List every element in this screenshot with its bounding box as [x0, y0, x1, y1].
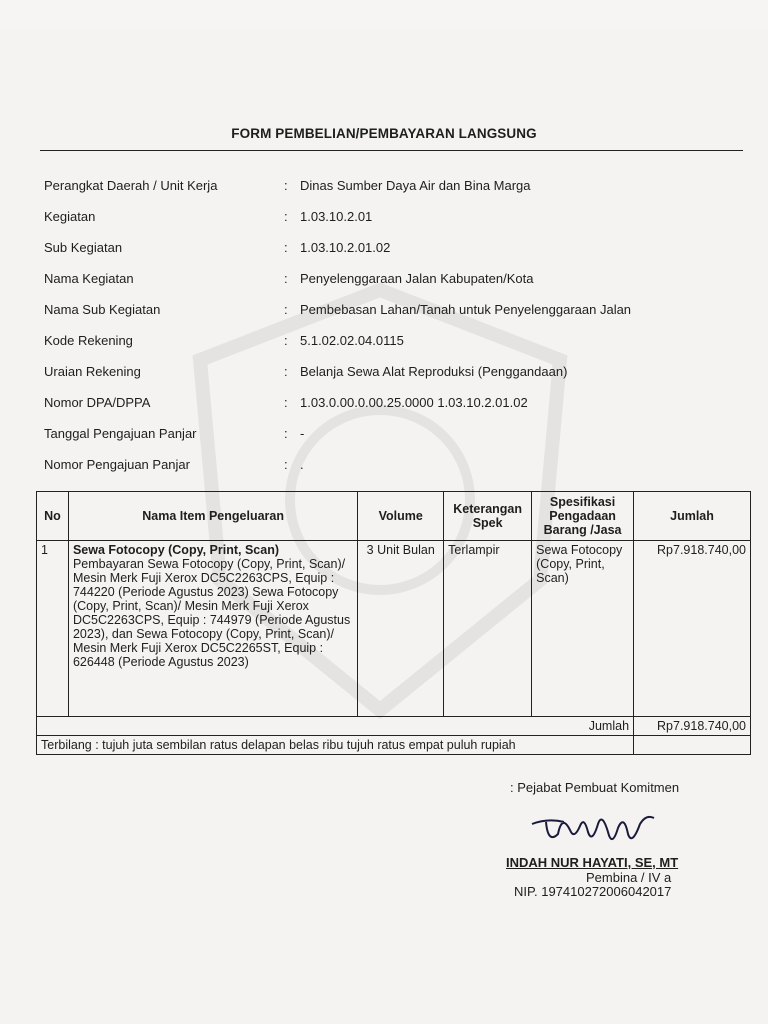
info-row — [44, 387, 744, 418]
terbilang-empty-cell — [634, 736, 751, 755]
total-label: Jumlah — [37, 717, 634, 736]
title-divider — [40, 150, 743, 151]
info-row — [44, 449, 744, 480]
info-value: - — [300, 426, 305, 441]
header-keterangan: Keterangan Spek — [444, 492, 532, 541]
signature-icon — [528, 804, 668, 850]
info-row — [44, 294, 744, 325]
info-value: . — [300, 457, 304, 472]
info-row — [44, 418, 744, 449]
info-label: Uraian Rekening — [44, 364, 141, 379]
info-colon: : — [284, 395, 288, 410]
header-jumlah: Jumlah — [634, 492, 751, 541]
info-colon: : — [284, 302, 288, 317]
info-value: 1.03.0.00.0.00.25.0000 1.03.10.2.01.02 — [300, 395, 528, 410]
info-label: Kode Rekening — [44, 333, 133, 348]
cell-item — [68, 541, 357, 717]
signatory-name: INDAH NUR HAYATI, SE, MT — [506, 855, 679, 870]
info-value: Penyelenggaraan Jalan Kabupaten/Kota — [300, 271, 534, 286]
terbilang-text: Terbilang : tujuh juta sembilan ratus delapan belas ribu tujuh ratus empat puluh rupiah — [37, 736, 634, 755]
info-value: Pembebasan Lahan/Tanah untuk Penyelenggaraan Jalan — [300, 302, 632, 317]
info-list — [44, 170, 744, 480]
info-label: Tanggal Pengajuan Panjar — [44, 426, 197, 441]
item-title: Sewa Fotocopy (Copy, Print, Scan) — [72, 543, 280, 557]
header-volume: Volume — [358, 492, 444, 541]
info-colon: : — [284, 209, 288, 224]
terbilang-row — [37, 736, 751, 755]
table-header-row — [37, 492, 751, 541]
total-row — [37, 717, 751, 736]
info-label: Nama Kegiatan — [44, 271, 134, 286]
cell-keterangan: Terlampir — [444, 541, 532, 717]
info-value: Dinas Sumber Daya Air dan Bina Marga — [300, 178, 531, 193]
info-label: Perangkat Daerah / Unit Kerja — [44, 178, 218, 193]
info-value: Belanja Sewa Alat Reproduksi (Penggandaan) — [300, 364, 568, 379]
info-row — [44, 170, 744, 201]
info-label: Kegiatan — [44, 209, 96, 224]
info-label: Nama Sub Kegiatan — [44, 302, 161, 317]
cell-no: 1 — [37, 541, 69, 717]
info-row — [44, 201, 744, 232]
table-row — [37, 541, 751, 717]
info-row — [44, 356, 744, 387]
item-description: Pembayaran Sewa Fotocopy (Copy, Print, Scan)/ Mesin Merk Fuji Xerox DC5C2263CPS, Equip : 744220 (Periode Agustus 2023) Sewa Fotocopy (Copy, Print, Scan)/ Mesin Merk Fuji Xerox DC5C2263CPS, Equip : 744979 (Periode Agustus 2023), dan Sewa Fotocopy (Copy, Print, Scan)/ Mesin Merk Fuji Xerox DC5C2265ST, Equip : 626448 (Periode Agustus 2023) — [72, 557, 351, 669]
signatory-title: : Pejabat Pembuat Komitmen — [510, 780, 680, 795]
signatory-rank: Pembina / IV a — [586, 870, 672, 885]
header-no: No — [37, 492, 69, 541]
form-title: FORM PEMBELIAN/PEMBAYARAN LANGSUNG — [231, 126, 537, 141]
info-colon: : — [284, 333, 288, 348]
cell-volume: 3 Unit Bulan — [358, 541, 444, 717]
info-colon: : — [284, 178, 288, 193]
info-row — [44, 263, 744, 294]
header-spesifikasi: Spesifikasi Pengadaan Barang /Jasa — [532, 492, 634, 541]
cell-spesifikasi: Sewa Fotocopy (Copy, Print, Scan) — [532, 541, 634, 717]
info-label: Nomor DPA/DPPA — [44, 395, 151, 410]
info-colon: : — [284, 364, 288, 379]
cell-jumlah: Rp7.918.740,00 — [634, 541, 751, 717]
info-colon: : — [284, 457, 288, 472]
info-label: Sub Kegiatan — [44, 240, 123, 255]
info-colon: : — [284, 240, 288, 255]
info-row — [44, 325, 744, 356]
info-row — [44, 232, 744, 263]
info-label: Nomor Pengajuan Panjar — [44, 457, 190, 472]
total-value: Rp7.918.740,00 — [634, 717, 751, 736]
expense-table — [36, 491, 751, 755]
info-value: 1.03.10.2.01.02 — [300, 240, 391, 255]
info-colon: : — [284, 271, 288, 286]
signatory-nip: NIP. 197410272006042017 — [514, 884, 672, 899]
info-value: 5.1.02.02.04.0115 — [300, 333, 404, 348]
info-colon: : — [284, 426, 288, 441]
header-item: Nama Item Pengeluaran — [68, 492, 357, 541]
info-value: 1.03.10.2.01 — [300, 209, 373, 224]
